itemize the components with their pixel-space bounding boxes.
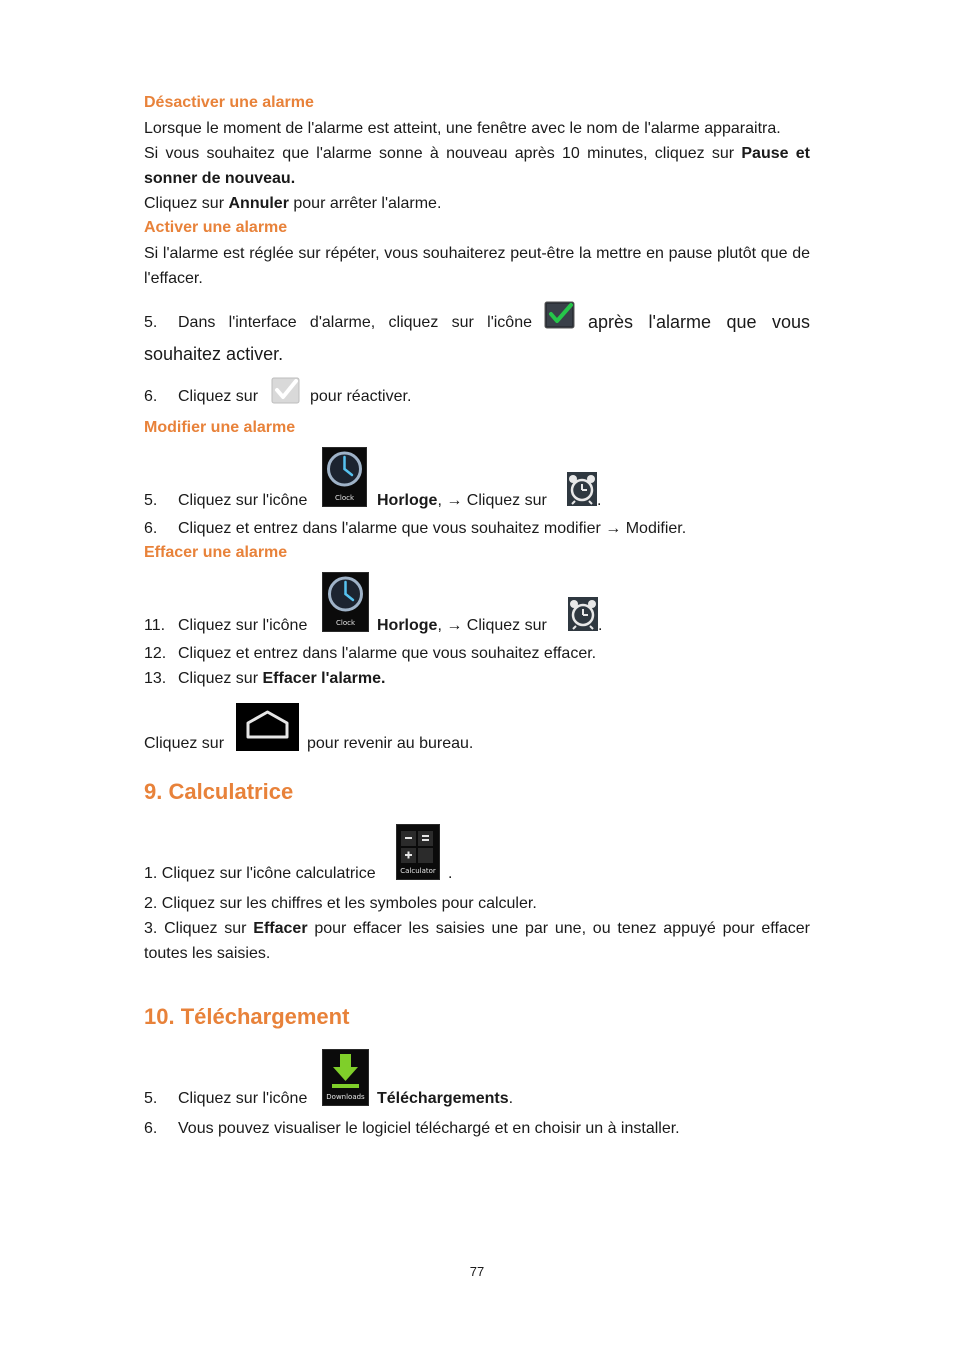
desactiver-text: Cliquez sur [144, 195, 229, 212]
page-number: 77 [469, 1264, 485, 1279]
step-number: 5. [144, 1090, 158, 1107]
effacer-step11-text-cont: , → Cliquez sur [437, 617, 547, 634]
modifier-step5-horloge [377, 491, 547, 511]
effacer-step11-text: Cliquez sur l'icône [178, 617, 308, 634]
clock-app-icon [322, 447, 367, 507]
heading-activer-alarme: Activer une alarme [144, 219, 288, 236]
period: . [508, 1090, 514, 1107]
desactiver-line-3 [144, 191, 810, 216]
period: . [597, 492, 602, 509]
downloads-app-label: Downloads [326, 1093, 365, 1101]
activer-step5-text-cont: après l'alarme que vous [588, 312, 810, 332]
heading-desactiver-alarme: Désactiver une alarme [144, 94, 314, 111]
period: . [598, 617, 603, 634]
downloads-app-icon [322, 1049, 369, 1106]
desactiver-line-1: Lorsque le moment de l'alarme est atteint, une fenêtre avec le nom de l'alarme apparaitra. [144, 120, 781, 137]
annuler-label: Annuler [228, 195, 289, 212]
calc-step3-text [144, 916, 810, 966]
effacer-alarme-label: Effacer l'alarme. [262, 670, 386, 687]
clock-app-label: Clock [335, 619, 356, 627]
heading-effacer-alarme: Effacer une alarme [144, 544, 288, 561]
clock-app-icon [322, 572, 369, 632]
step-number: 5. [144, 314, 158, 331]
desactiver-text: pour arrêter l'alarme. [288, 195, 442, 212]
step-number: 6. [144, 520, 158, 537]
calculator-app-label: Calculator [400, 867, 436, 875]
horloge-label: Horloge [377, 617, 438, 634]
modifier-step6-text: Cliquez et entrez dans l'alarme que vous souhaitez modifier → Modifier. [178, 520, 687, 537]
calculator-app-icon [396, 824, 440, 880]
clock-app-label: Clock [334, 494, 355, 502]
activer-step6-text: Cliquez sur [178, 388, 259, 405]
activer-step6-text-end: pour réactiver. [310, 388, 412, 405]
effacer-label: Effacer [253, 920, 308, 937]
step-number: 6. [144, 1120, 158, 1137]
pause-label: Pause et sonner de nouveau. [144, 145, 811, 187]
heading-calculatrice: 9. Calculatrice [144, 779, 294, 804]
alarm-clock-icon [568, 597, 598, 631]
step-number: 13. [144, 670, 167, 687]
dl-step6-text: Vous pouvez visualiser le logiciel téléchargé et en choisir un à installer. [178, 1120, 680, 1137]
paragraph-desactiver [144, 116, 810, 216]
horloge-label: Horloge [377, 492, 438, 509]
desactiver-line-2 [144, 141, 810, 191]
home-text: Cliquez sur [144, 735, 225, 752]
telechargements-label: Téléchargements [377, 1090, 509, 1107]
calc-step2-text: 2. Cliquez sur les chiffres et les symboles pour calculer. [144, 895, 537, 912]
effacer-step12-text: Cliquez et entrez dans l'alarme que vous souhaitez effacer. [178, 645, 597, 662]
activer-step5-text-end: souhaitez activer. [144, 344, 284, 364]
checkbox-checked-icon [544, 300, 576, 330]
step-number: 11. [144, 617, 166, 634]
home-text-end: pour revenir au bureau. [307, 735, 474, 752]
period: . [448, 865, 453, 882]
alarm-clock-icon [567, 472, 597, 506]
heading-telechargement: 10. Téléchargement [144, 1004, 350, 1029]
calc-step3-suffix: pour effacer les saisies une par une, ou tenez appuyé pour effacer toutes les saisies. [144, 920, 811, 962]
calc-step1-text: 1. Cliquez sur l'icône calculatrice [144, 865, 376, 882]
step-number: 12. [144, 645, 167, 662]
dl-step5-text: Cliquez sur l'icône [178, 1090, 308, 1107]
paragraph-activer: Si l'alarme est réglée sur répéter, vous souhaiterez peut-être la mettre en pause plutôt que de l'effacer. [144, 245, 810, 287]
step-number: 6. [144, 388, 158, 405]
effacer-step13-prefix: Cliquez sur [178, 670, 263, 687]
desactiver-text: Si vous souhaitez que l'alarme sonne à nouveau après 10 minutes, cliquez sur [144, 145, 742, 162]
effacer-step13-text [178, 669, 385, 689]
heading-modifier-alarme: Modifier une alarme [144, 419, 296, 436]
effacer-step11-horloge [377, 616, 547, 636]
step-number: 5. [144, 492, 158, 509]
modifier-step5-text-cont: , → Cliquez sur [437, 492, 547, 509]
activer-step5-text: Dans l'interface d'alarme, cliquez sur l'icône [178, 314, 532, 331]
dl-step5-label [377, 1089, 513, 1109]
modifier-step5-text: Cliquez sur l'icône [178, 492, 308, 509]
checkbox-unchecked-icon [271, 377, 301, 405]
calc-step3-prefix: 3. Cliquez sur [144, 920, 254, 937]
home-button-icon [236, 703, 299, 751]
